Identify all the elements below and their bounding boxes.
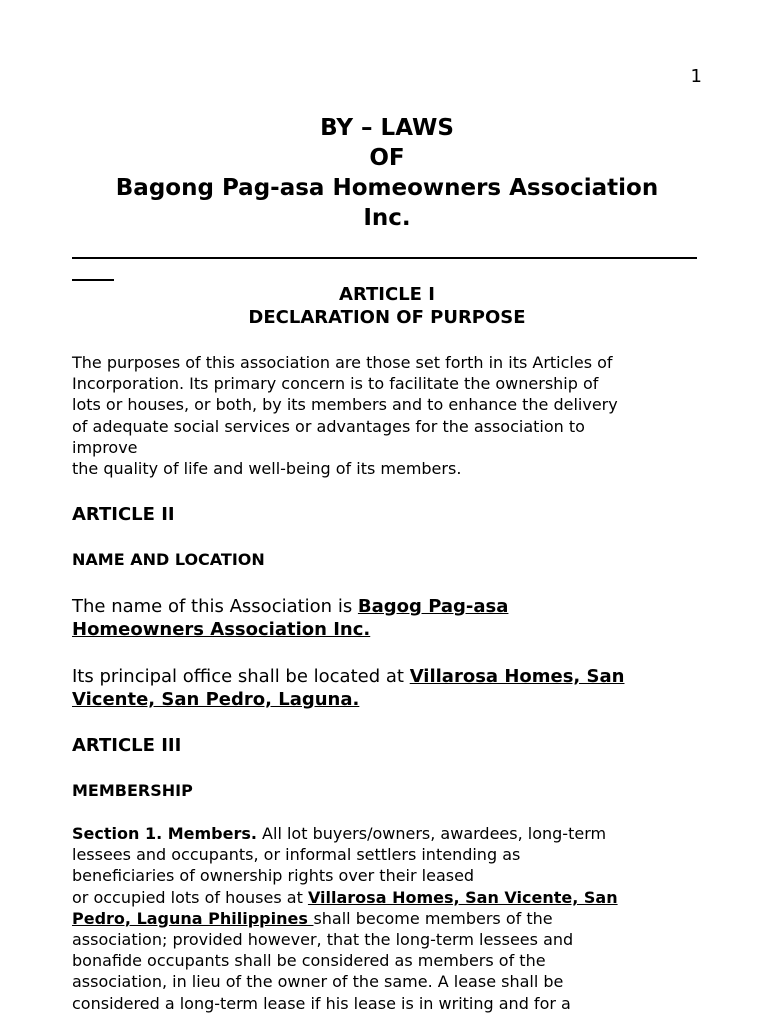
article-1-line: The purposes of this association are those set forth in its Articles of xyxy=(72,353,613,372)
association-name-value: Bagog Pag-asa xyxy=(357,596,509,617)
office-location-value-cont: Vicente, San Pedro, Laguna. xyxy=(72,689,360,710)
section-1-label: Section 1. Members. xyxy=(72,824,257,843)
title-line-2: OF xyxy=(369,145,405,171)
section-1-text: All lot buyers/owners, awardees, long-term xyxy=(256,824,607,843)
section-1-location: Villarosa Homes, San Vicente, San xyxy=(307,887,618,907)
article-1-heading-block xyxy=(72,283,702,329)
association-name-paragraph xyxy=(72,595,712,641)
section-1-line: lessees and occupants, or informal settlers intending as xyxy=(72,845,521,865)
principal-office-paragraph xyxy=(72,665,712,711)
section-1-location-cont: Pedro, Laguna Philippines xyxy=(72,908,314,928)
article-1-subheading: DECLARATION OF PURPOSE xyxy=(248,307,526,328)
association-name-line-2 xyxy=(72,618,712,641)
document-title xyxy=(72,113,702,233)
office-location-value: Villarosa Homes, San xyxy=(409,666,625,687)
title-line-4: Inc. xyxy=(363,205,411,231)
page-number: 1 xyxy=(690,66,702,87)
article-1-line: lots or houses, or both, by its members and to enhance the delivery xyxy=(72,395,618,415)
section-1-members-paragraph xyxy=(72,823,702,1014)
title-line-3: Bagong Pag-asa Homeowners Association xyxy=(115,175,659,201)
association-name-value-cont: Homeowners Association Inc. xyxy=(72,619,371,640)
title-line-1: BY – LAWS xyxy=(320,115,454,141)
article-3-heading: ARTICLE III xyxy=(72,735,182,756)
section-1-line xyxy=(72,908,702,929)
article-1-heading: ARTICLE I xyxy=(339,284,435,305)
article-1-line: of adequate social services or advantages for the association to xyxy=(72,416,585,436)
horizontal-rule xyxy=(72,257,697,259)
article-3-subheading: MEMBERSHIP xyxy=(72,781,193,800)
article-1-line: improve xyxy=(72,437,138,457)
section-1-line xyxy=(72,887,702,908)
principal-office-line-2 xyxy=(72,688,712,711)
article-2-subheading: NAME AND LOCATION xyxy=(72,550,265,569)
office-prefix: Its principal office shall be located at xyxy=(72,666,410,687)
principal-office-line-1 xyxy=(72,665,712,688)
section-1-line: bonafide occupants shall be considered as members of the xyxy=(72,951,546,971)
section-1-line xyxy=(72,823,702,844)
article-1-body xyxy=(72,352,702,479)
association-name-line-1 xyxy=(72,595,712,618)
section-1-line: association, in lieu of the owner of the same. A lease shall be xyxy=(72,972,564,992)
article-2-heading: ARTICLE II xyxy=(72,504,175,525)
section-1-line: beneficiaries of ownership rights over their leased xyxy=(72,866,475,886)
section-1-text: or occupied lots of houses at xyxy=(72,887,308,907)
article-1-line: the quality of life and well-being of its members. xyxy=(72,459,462,479)
article-1-line: Incorporation. Its primary concern is to facilitate the ownership of xyxy=(72,374,599,394)
name-prefix: The name of this Association is xyxy=(72,596,358,617)
section-1-text: shall become members of the xyxy=(313,908,553,928)
section-1-line: association; provided however, that the long-term lessees and xyxy=(72,930,574,950)
section-1-line: considered a long-term lease if his lease is in writing and for a xyxy=(72,993,571,1013)
horizontal-rule-tail xyxy=(72,279,114,281)
